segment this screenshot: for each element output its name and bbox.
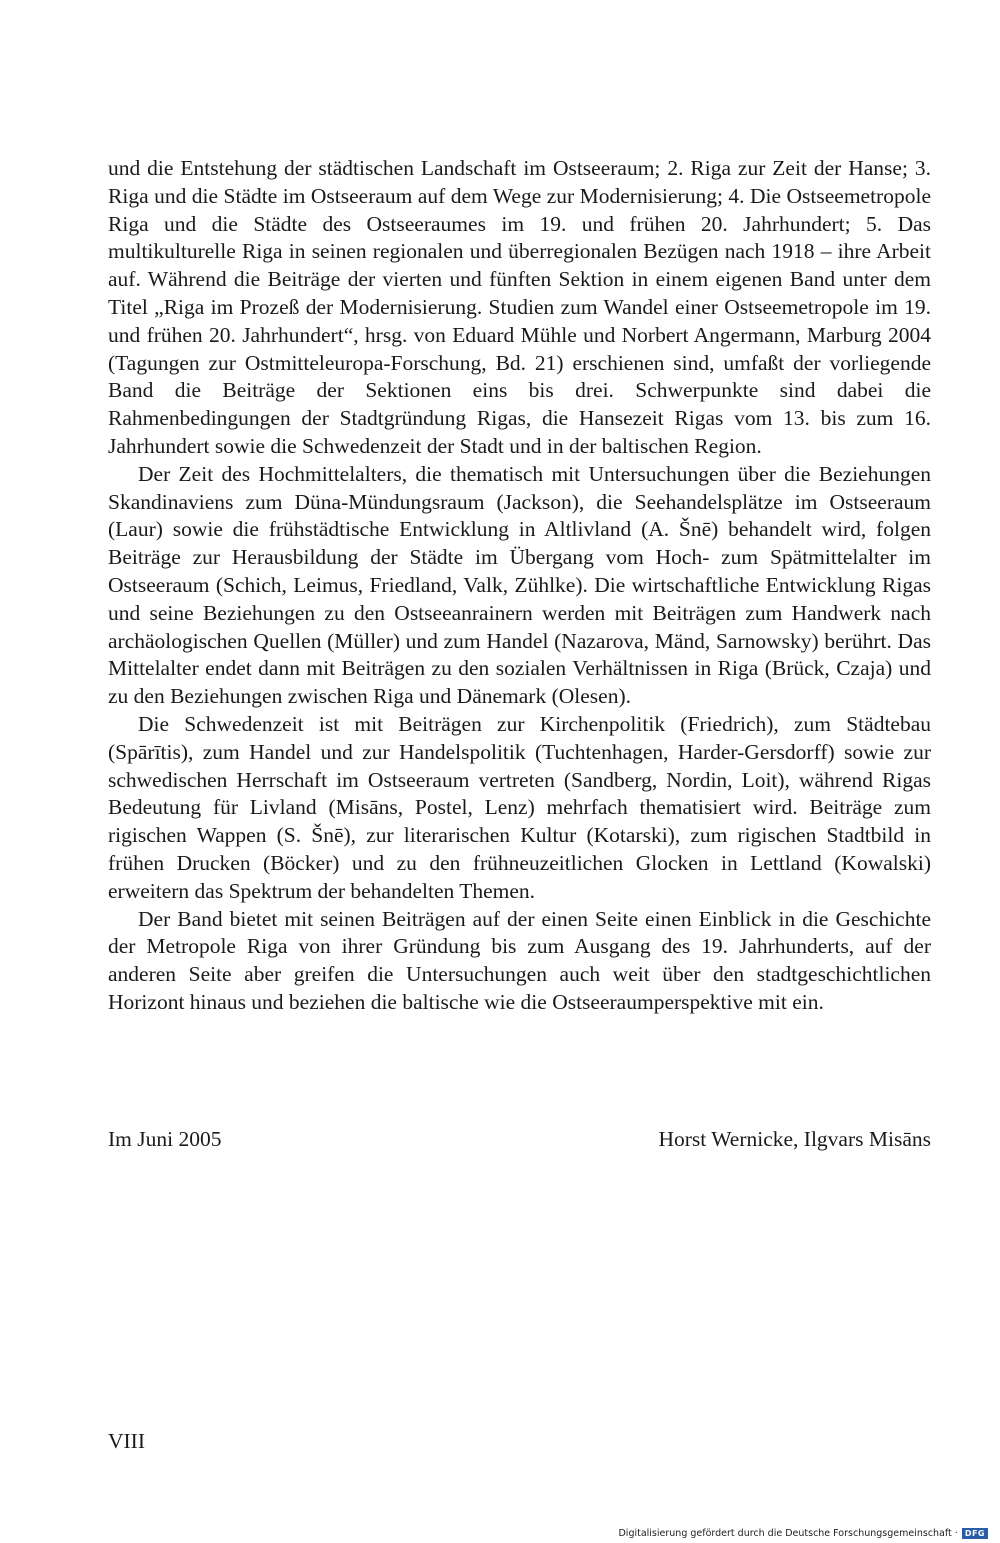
page-number: VIII [108,1429,146,1453]
paragraph-2: Der Zeit des Hochmittelalters, die thematisch mit Untersuchungen über die Beziehungen Skandinaviens zum Düna-Mündungsraum (Jackson), die Seehandelsplätze im Ostseeraum (Laur) sowie die frühstädtische Entwicklung in Altlivland (A. Šnē) behandelt wird, folgen Beiträge zur Herausbildung der Städte im Übergang vom Hoch- zum Spätmittelalter im Ostseeraum (Schich, Leimus, Friedland, Valk, Zühlke). Die wirtschaftliche Entwicklung Rigas und seine Beziehungen zu den Ostseeanrainern werden mit Beiträgen zum Handwerk nach archäologischen Quellen (Müller) und zum Handel (Nazarova, Mänd, Sarnowsky) berührt. Das Mittelalter endet dann mit Beiträgen zu den sozialen Verhältnissen in Riga (Brück, Czaja) und zu den Beziehungen zwischen Riga und Dänemark (Olesen). [108,461,931,709]
digitization-footer [618,1528,988,1539]
signoff-date: Im Juni 2005 [108,1127,222,1151]
footer-text: Digitalisierung gefördert durch die Deutsche Forschungsgemeinschaft · [618,1528,958,1539]
paragraph-3: Die Schwedenzeit ist mit Beiträgen zur Kirchenpolitik (Friedrich), zum Städtebau (Spārītis), zum Handel und zur Handelspolitik (Tuchtenhagen, Harder-Gersdorff) sowie zur schwedischen Herrschaft im Ostseeraum vertreten (Sandberg, Nordin, Loit), während Rigas Bedeutung für Livland (Misāns, Postel, Lenz) mehrfach thematisiert wird. Beiträge zum rigischen Wappen (S. Šnē), zur literarischen Kultur (Kotarski), zum rigischen Stadtbild in frühen Drucken (Böcker) und zu den frühneuzeitlichen Glocken in Lettland (Kowalski) erweitern das Spektrum der behandelten Themen. [108,711,931,903]
paragraph-4: Der Band bietet mit seinen Beiträgen auf der einen Seite einen Einblick in die Geschichte der Metropole Riga von ihrer Gründung bis zum Ausgang des 19. Jahrhunderts, auf der anderen Seite aber greifen die Untersuchungen auch weit über den stadtgeschichtlichen Horizont hinaus und beziehen die baltische wie die Ostseeraumperspektive mit ein. [108,906,931,1014]
dfg-logo: DFG [962,1528,988,1539]
paragraph-1: und die Entstehung der städtischen Landschaft im Ostseeraum; 2. Riga zur Zeit der Hanse; 3. Riga und die Städte im Ostseeraum auf dem Wege zur Modernisierung; 4. Die Ostseemetropole Riga und die Städte des Ostseeraumes im 19. und frühen 20. Jahrhundert; 5. Das multikulturelle Riga in seinen regionalen und überregionalen Bezügen nach 1918 – ihre Arbeit auf. Während die Beiträge der vierten und fünften Sektion in einem eigenen Band unter dem Titel „Riga im Prozeß der Modernisierung. Studien zum Wandel einer Ostseemetropole im 19. und frühen 20. Jahrhundert“, hrsg. von Eduard Mühle und Norbert Angermann, Marburg 2004 (Tagungen zur Ostmitteleuropa-Forschung, Bd. 21) erschienen sind, umfaßt der vorliegende Band die Beiträge der Sektionen eins bis drei. Schwerpunkte sind dabei die Rahmenbedingungen der Stadtgründung Rigas, die Hansezeit Rigas vom 13. bis zum 16. Jahrhundert sowie die Schwedenzeit der Stadt und in der baltischen Region. [108,156,931,458]
signoff [108,1126,931,1154]
signoff-authors: Horst Wernicke, Ilgvars Misāns [658,1127,931,1151]
body-text [108,155,931,1017]
